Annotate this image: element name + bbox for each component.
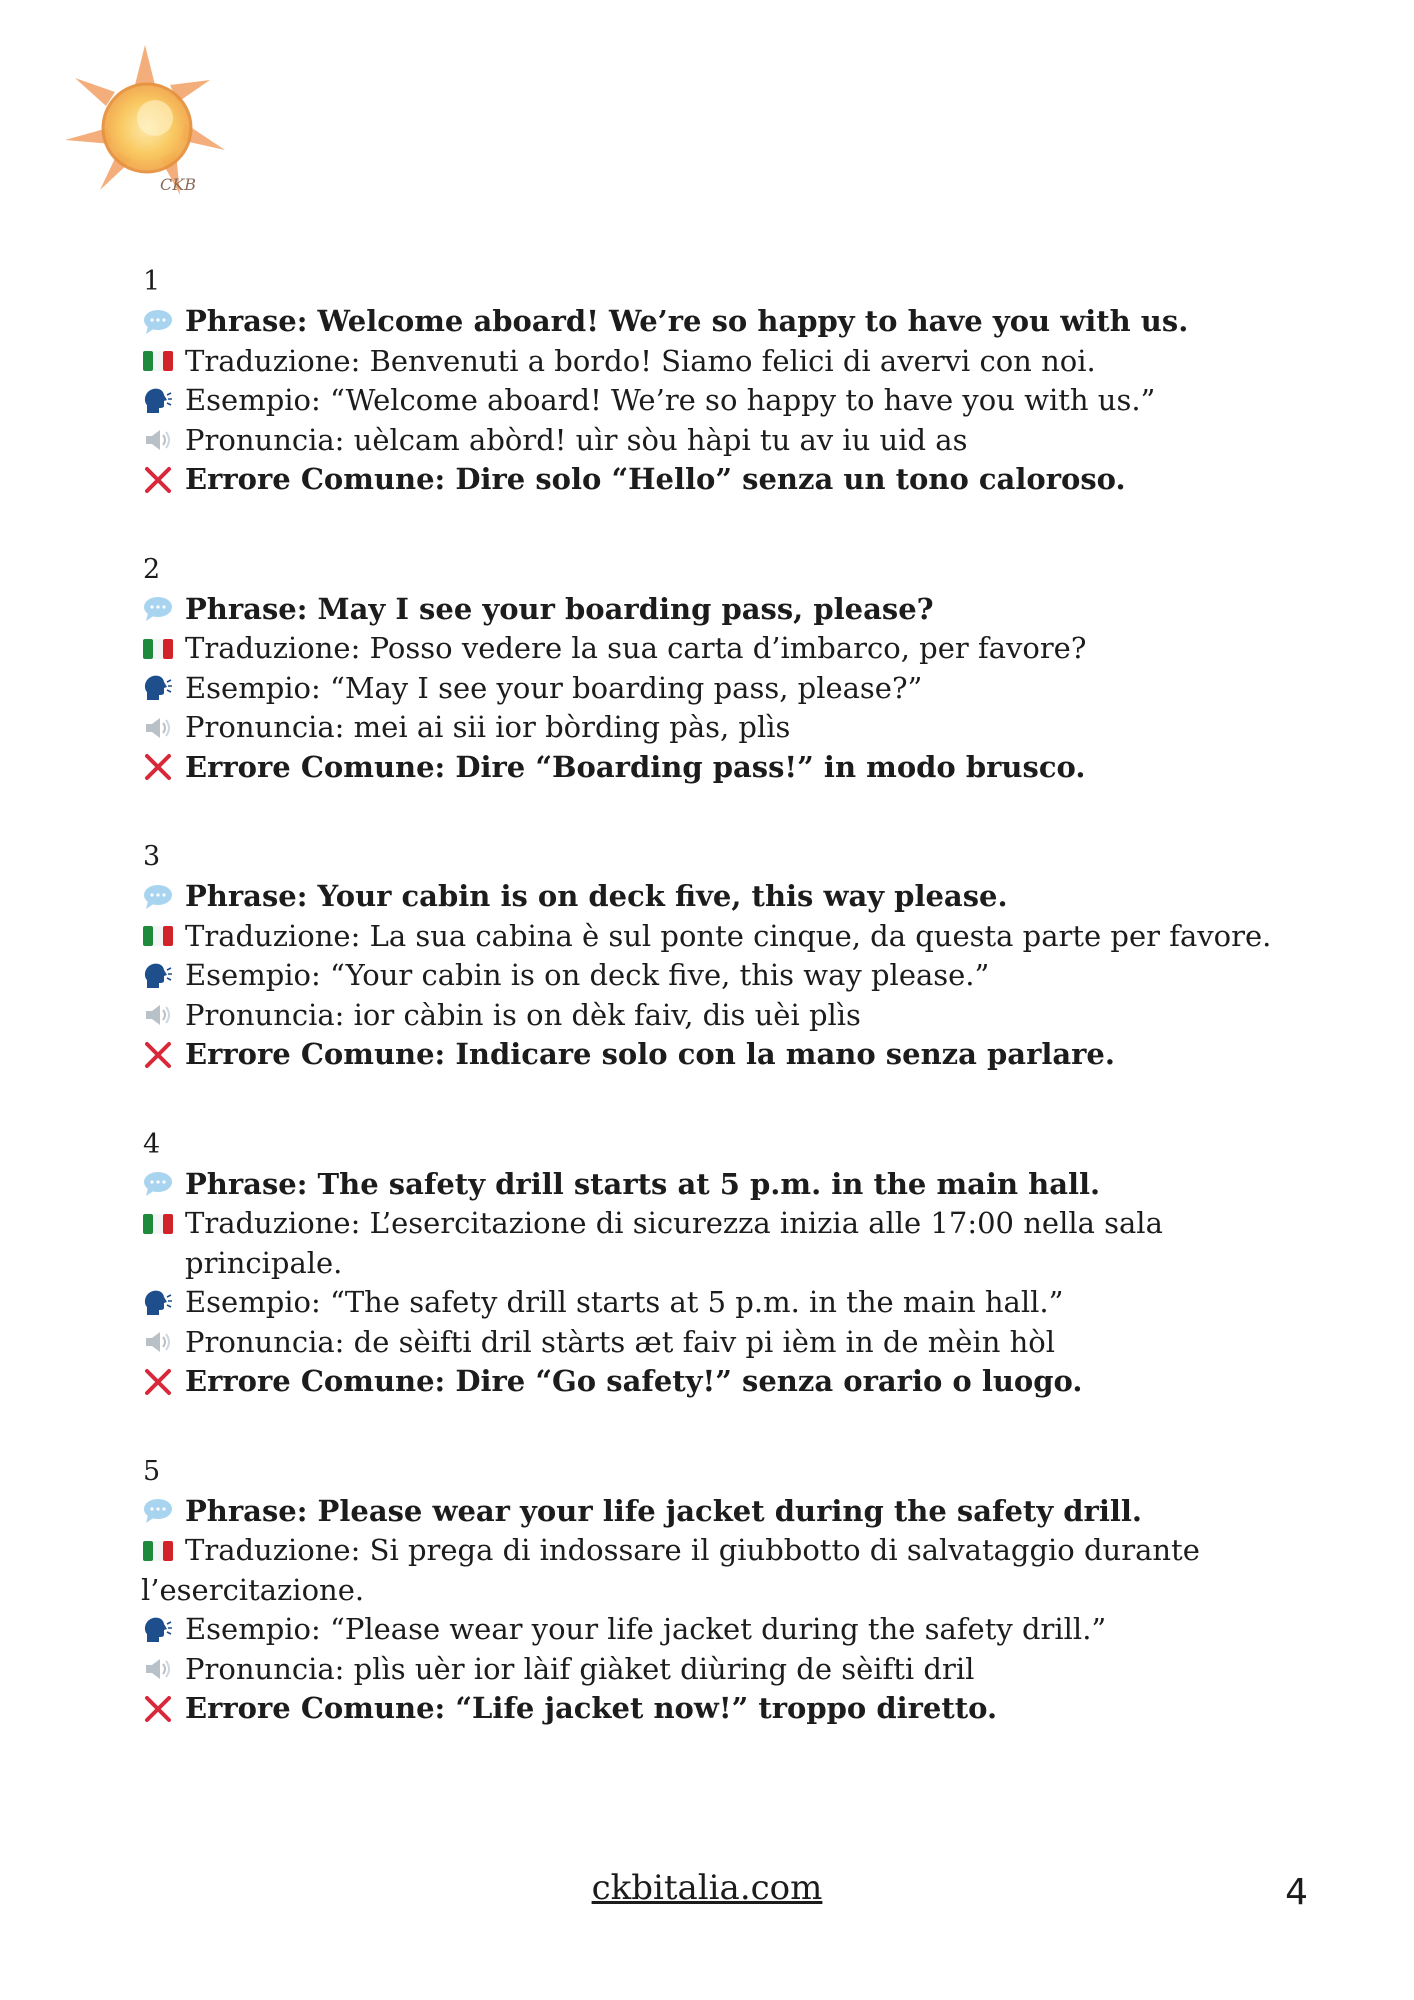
translation-line bbox=[141, 1531, 1323, 1610]
example-text: Esempio: “Your cabin is on deck five, this way please.” bbox=[185, 958, 990, 992]
italian-flag-icon bbox=[143, 1204, 185, 1244]
italian-flag-icon bbox=[143, 342, 185, 382]
speaker-icon bbox=[143, 1650, 185, 1690]
speech-bubble-icon bbox=[143, 877, 185, 917]
error-text: Errore Comune: “Life jacket now!” troppo diretto. bbox=[185, 1691, 998, 1725]
entry-number: 2 bbox=[143, 553, 161, 585]
sun-logo bbox=[60, 40, 230, 200]
cross-mark-icon bbox=[143, 1362, 185, 1402]
example-text: Esempio: “Welcome aboard! We’re so happy to have you with us.” bbox=[185, 383, 1156, 417]
speaking-head-icon bbox=[143, 1283, 185, 1323]
phrase-entry bbox=[143, 550, 1323, 788]
italian-flag-icon bbox=[143, 629, 185, 669]
phrase-entry bbox=[143, 1452, 1323, 1729]
example-text: Esempio: “The safety drill starts at 5 p.m. in the main hall.” bbox=[185, 1285, 1064, 1319]
error-text: Errore Comune: Indicare solo con la mano senza parlare. bbox=[185, 1037, 1115, 1071]
italian-flag-icon bbox=[143, 1531, 185, 1571]
logo-initials: CKB bbox=[160, 175, 196, 194]
error-line bbox=[143, 1362, 1323, 1402]
example-line bbox=[143, 956, 1323, 996]
phrase-line bbox=[143, 1165, 1323, 1205]
phrase-text: Phrase: The safety drill starts at 5 p.m. in the main hall. bbox=[185, 1166, 1101, 1201]
speech-bubble-icon bbox=[143, 1492, 185, 1532]
error-line bbox=[143, 1035, 1323, 1075]
speech-bubble-icon bbox=[143, 302, 185, 342]
entry-number: 3 bbox=[143, 841, 161, 872]
phrase-list bbox=[143, 262, 1323, 1779]
translation-text: Traduzione: Posso vedere la sua carta d’imbarco, per favore? bbox=[185, 631, 1087, 665]
pronunciation-line bbox=[143, 708, 1323, 748]
phrase-line bbox=[143, 1492, 1323, 1532]
phrase-entry bbox=[143, 262, 1323, 500]
italian-flag-icon bbox=[143, 917, 185, 957]
speaking-head-icon bbox=[143, 1610, 185, 1650]
speech-bubble-icon bbox=[143, 1165, 185, 1205]
translation-line bbox=[143, 917, 1323, 957]
pronunciation-text: Pronuncia: ior càbin is on dèk faiv, dis uèi plìs bbox=[185, 997, 861, 1032]
phrase-entry bbox=[143, 837, 1323, 1075]
translation-text: Traduzione: Si prega di indossare il giubbotto di salvataggio durante l’esercitazione. bbox=[141, 1533, 1200, 1607]
error-text: Errore Comune: Dire “Go safety!” senza orario o luogo. bbox=[185, 1364, 1083, 1398]
translation-text: Traduzione: Benvenuti a bordo! Siamo felici di avervi con noi. bbox=[185, 343, 1096, 378]
speaking-head-icon bbox=[143, 669, 185, 709]
phrase-text: Phrase: Welcome aboard! We’re so happy to have you with us. bbox=[185, 304, 1189, 338]
cross-mark-icon bbox=[143, 748, 185, 788]
speaker-icon bbox=[143, 421, 185, 461]
error-line bbox=[143, 460, 1323, 500]
error-text: Errore Comune: Dire “Boarding pass!” in modo brusco. bbox=[185, 749, 1086, 784]
speech-bubble-icon bbox=[143, 590, 185, 630]
pronunciation-text: Pronuncia: plìs uèr ior làif giàket diùring de sèifti dril bbox=[185, 1651, 975, 1686]
pronunciation-line bbox=[143, 996, 1323, 1036]
pronunciation-text: Pronuncia: uèlcam abòrd! uìr sòu hàpi tu av iu uid as bbox=[185, 422, 968, 457]
translation-line bbox=[143, 342, 1323, 382]
pronunciation-text: Pronuncia: de sèifti dril stàrts æt faiv pi ièm in de mèin hòl bbox=[185, 1324, 1056, 1359]
phrase-line bbox=[143, 302, 1323, 342]
phrase-text: Phrase: May I see your boarding pass, please? bbox=[185, 591, 934, 626]
website-link[interactable]: ckbitalia.com bbox=[591, 1868, 823, 1908]
error-text: Errore Comune: Dire solo “Hello” senza un tono caloroso. bbox=[185, 462, 1126, 496]
pronunciation-line bbox=[143, 1323, 1323, 1363]
example-line bbox=[143, 669, 1323, 709]
pronunciation-text: Pronuncia: mei ai sii ior bòrding pàs, plìs bbox=[185, 710, 791, 744]
cross-mark-icon bbox=[143, 460, 185, 500]
speaking-head-icon bbox=[143, 956, 185, 996]
example-line bbox=[143, 1283, 1323, 1323]
cross-mark-icon bbox=[143, 1689, 185, 1729]
entry-number: 5 bbox=[143, 1455, 161, 1487]
error-line bbox=[143, 1689, 1323, 1729]
example-text: Esempio: “May I see your boarding pass, please?” bbox=[185, 670, 923, 705]
phrase-entry bbox=[143, 1125, 1323, 1402]
entry-number: 4 bbox=[143, 1128, 161, 1160]
phrase-text: Phrase: Please wear your life jacket during the safety drill. bbox=[185, 1493, 1142, 1528]
pronunciation-line bbox=[143, 1650, 1323, 1690]
speaker-icon bbox=[143, 996, 185, 1036]
phrase-text: Phrase: Your cabin is on deck five, this way please. bbox=[185, 879, 1008, 913]
speaker-icon bbox=[143, 1323, 185, 1363]
translation-text: Traduzione: La sua cabina è sul ponte cinque, da questa parte per favore. bbox=[185, 918, 1272, 953]
example-text: Esempio: “Please wear your life jacket during the safety drill.” bbox=[185, 1612, 1107, 1646]
translation-line bbox=[143, 629, 1323, 669]
entry-number: 1 bbox=[143, 266, 161, 297]
example-line bbox=[143, 1610, 1323, 1650]
error-line bbox=[143, 748, 1323, 788]
phrase-line bbox=[143, 877, 1323, 917]
cross-mark-icon bbox=[143, 1035, 185, 1075]
page-number: 4 bbox=[1285, 1872, 1308, 1913]
translation-line bbox=[143, 1204, 1323, 1283]
translation-text: Traduzione: L’esercitazione di sicurezza inizia alle 17:00 nella sala principale. bbox=[185, 1206, 1163, 1280]
speaking-head-icon bbox=[143, 381, 185, 421]
example-line bbox=[143, 381, 1323, 421]
phrase-line bbox=[143, 590, 1323, 630]
pronunciation-line bbox=[143, 421, 1323, 461]
speaker-icon bbox=[143, 708, 185, 748]
